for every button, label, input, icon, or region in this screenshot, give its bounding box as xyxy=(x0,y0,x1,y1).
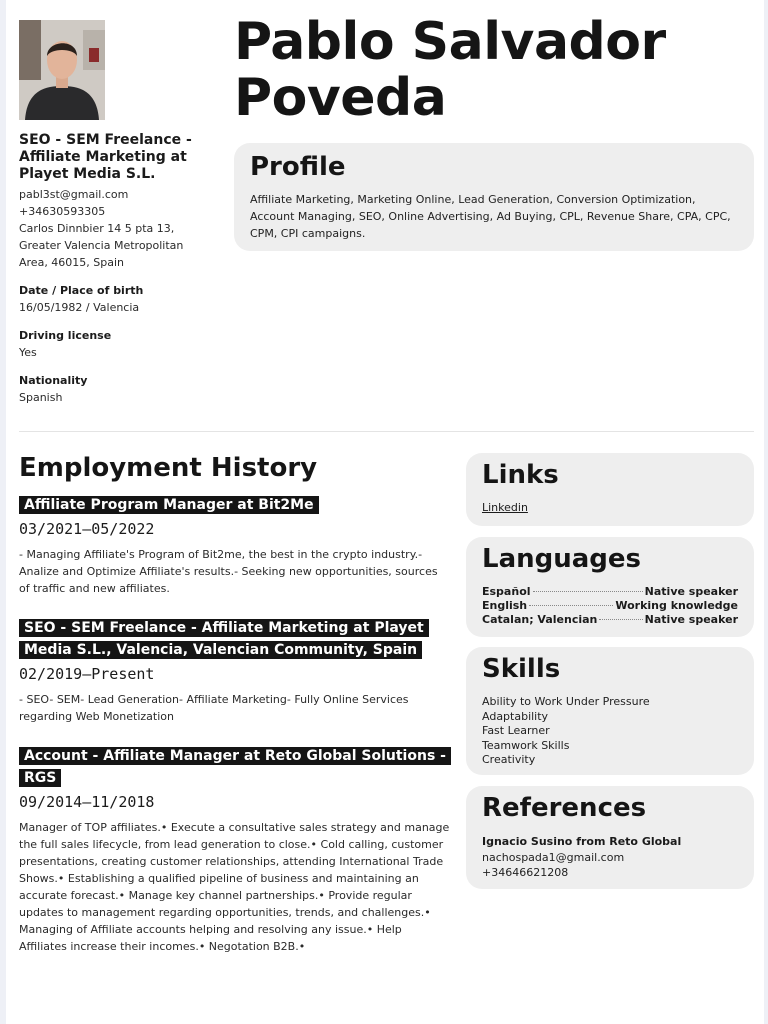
detail-label: Driving license xyxy=(19,329,112,342)
section-title: Employment History xyxy=(19,453,318,483)
dot-leader xyxy=(533,591,643,592)
address-line: Carlos Dinnbier 14 5 pta 13, xyxy=(19,222,175,235)
language-name: Español xyxy=(482,585,531,598)
job-dates: 03/2021—05/2022 xyxy=(19,520,155,538)
reference-name: Ignacio Susino from Reto Global xyxy=(482,835,682,848)
skill-item: Ability to Work Under Pressure xyxy=(482,695,650,708)
candidate-name: Pablo Salvador Poveda xyxy=(234,12,666,128)
employment-section xyxy=(19,452,451,955)
address-line: Area, 46015, Spain xyxy=(19,256,125,269)
divider xyxy=(19,431,754,432)
detail-nationality xyxy=(19,373,219,406)
language-row xyxy=(482,585,738,599)
language-name: Catalan; Valencian xyxy=(482,613,598,626)
detail-value: Spanish xyxy=(19,391,63,404)
skill-item: Teamwork Skills xyxy=(482,738,570,752)
profile-photo xyxy=(19,20,105,120)
skill-item: Adaptability xyxy=(482,709,549,723)
job-description: - SEO- SEM- Lead Generation- Affiliate Marketing- Fully Online Services regarding Web Monetization xyxy=(19,693,409,723)
skills-section xyxy=(466,647,754,775)
skill-item: Fast Learner xyxy=(482,724,550,737)
job-entry xyxy=(19,617,451,725)
section-title: Languages xyxy=(482,544,642,574)
personal-details xyxy=(19,132,219,406)
job-dates: 09/2014—11/2018 xyxy=(19,793,155,811)
contact-block xyxy=(19,186,219,271)
detail-license xyxy=(19,328,219,361)
section-title: Skills xyxy=(482,654,561,684)
job-entry xyxy=(19,745,451,955)
job-title-text: SEO - SEM Freelance - Affiliate Marketing at Playet Media S.L., Valencia, Valencian Community, Spain xyxy=(19,619,429,659)
dot-leader xyxy=(529,605,613,606)
detail-value: Yes xyxy=(19,346,37,359)
job-title xyxy=(19,617,451,661)
skill-list xyxy=(482,695,738,768)
dot-leader xyxy=(599,619,642,620)
address-line: Greater Valencia Metropolitan xyxy=(19,239,184,252)
person-photo-icon xyxy=(19,20,105,120)
job-title-text: Account - Affiliate Manager at Reto Global Solutions - RGS xyxy=(19,747,451,787)
section-title: Profile xyxy=(250,152,346,182)
languages-section xyxy=(466,537,754,637)
section-title: References xyxy=(482,793,647,823)
language-row xyxy=(482,599,738,613)
email[interactable]: pabl3st@gmail.com xyxy=(19,188,129,201)
language-name: English xyxy=(482,599,528,612)
language-row xyxy=(482,613,738,627)
language-level: Working knowledge xyxy=(615,599,738,612)
profile-section xyxy=(234,143,754,251)
detail-birth xyxy=(19,283,219,316)
language-level: Native speaker xyxy=(644,613,738,626)
section-title: Links xyxy=(482,460,559,490)
language-list xyxy=(482,585,738,627)
phone[interactable]: +34630593305 xyxy=(19,205,106,218)
detail-value: 16/05/1982 / Valencia xyxy=(19,301,140,314)
job-description: - Managing Affiliate's Program of Bit2me, the best in the crypto industry.- Analize and Optimize Affiliate's results.- Seeking new opportunities, sources of traffic and new affiliates. xyxy=(19,548,438,595)
linkedin-link[interactable]: Linkedin xyxy=(482,501,528,514)
reference-phone[interactable]: +34646621208 xyxy=(482,866,569,879)
reference-email[interactable]: nachospada1@gmail.com xyxy=(482,851,625,864)
detail-label: Nationality xyxy=(19,374,88,387)
job-title xyxy=(19,745,451,789)
skill-item: Creativity xyxy=(482,753,536,766)
job-title-text: Affiliate Program Manager at Bit2Me xyxy=(19,496,319,514)
job-entry xyxy=(19,494,451,597)
language-level: Native speaker xyxy=(644,585,738,598)
headline: SEO - SEM Freelance - Affiliate Marketing at Playet Media S.L. xyxy=(19,132,192,182)
links-section xyxy=(466,453,754,526)
job-description: Manager of TOP affiliates.• Execute a consultative sales strategy and manage the full sales lifecycle, from lead generation to close.• Cold calling, customer presentations, creating customer relationships, attending International Trade Shows.• Establishing a qualified pipeline of business and maintaining an accurate forecast.• Manage key channel partnerships.• Provide regular updates to management regarding opportunities, trends, and challenges.• Managing of Affiliate accounts helping and resolving any issue.• Help Affiliates increase their incomes.• Negotation B2B.• xyxy=(19,821,450,953)
references-section xyxy=(466,786,754,889)
profile-text: Affiliate Marketing, Marketing Online, Lead Generation, Conversion Optimization, Account Managing, SEO, Online Advertising, Ad Buying, CPL, Revenue Share, CPA, CPC, CPM, CPI campaigns. xyxy=(250,193,731,240)
job-title xyxy=(19,494,451,516)
job-dates: 02/2019—Present xyxy=(19,665,155,683)
detail-label: Date / Place of birth xyxy=(19,284,144,297)
